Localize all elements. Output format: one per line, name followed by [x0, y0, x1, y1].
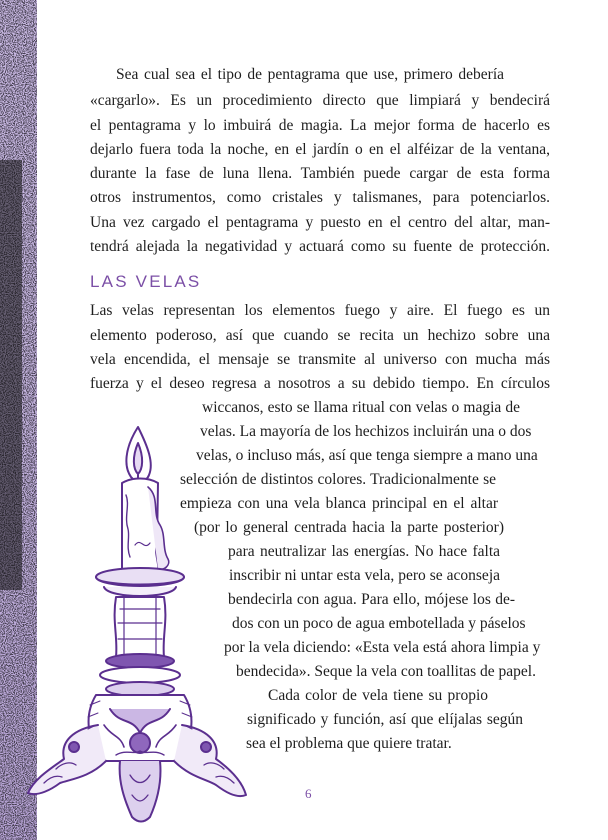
text-line: por la vela diciendo: «Esta vela está ahora limpia y [224, 639, 541, 656]
text-line: durante la fase de luna llena. También puede cargar de esta forma [90, 165, 550, 182]
text-line: significado y función, así que elíjalas según [247, 711, 523, 728]
text-line: wiccanos, esto se llama ritual con velas o magia de [202, 399, 520, 416]
text-line: vela encendida, el mensaje se transmite al universo con mucha más [90, 351, 550, 368]
page-number: 6 [305, 786, 312, 801]
text-line: Las velas representan los elementos fuego y aire. El fuego es un [90, 302, 550, 319]
text-line: «cargarlo». Es un procedimiento directo que limpiará y bendecirá [90, 92, 550, 109]
text-line: elemento poderoso, así que cuando se recita un hechizo sobre una [90, 327, 550, 344]
text-line: (por lo general centrada hacia la parte posterior) [194, 519, 504, 536]
text-line: dejarlo fuera toda la noche, en el jardín o en el alféizar de la ventana, [90, 141, 550, 158]
text-line: bendecida». Seque la vela con toallitas de papel. [236, 663, 536, 680]
section-heading: LAS VELAS [90, 272, 202, 291]
text-line: fuerza y el deseo regresa a nosotros a su debido tiempo. En círculos [90, 375, 550, 392]
text-line: el pentagrama y lo imbuirá de magia. La mejor forma de hacerlo es [90, 117, 550, 134]
candle-illustration [20, 425, 250, 830]
text-line: Una vez cargado el pentagrama y puesto en el centro del altar, man- [90, 214, 550, 231]
text-line: selección de distintos colores. Tradicionalmente se [180, 471, 496, 488]
text-line: Cada color de vela tiene su propio [268, 687, 488, 704]
text-line: tendrá alejada la negatividad y actuará como su fuente de protección. [90, 238, 550, 255]
text-line: velas, o incluso más, así que tenga siempre a mano una [196, 447, 538, 464]
text-line: sea el problema que quiere tratar. [246, 735, 452, 752]
text-line: inscribir ni untar esta vela, pero se aconseja [229, 567, 500, 584]
text-line: dos con un poco de agua embotellada y páselos [232, 615, 526, 632]
text-line: para neutralizar las energías. No hace falta [228, 543, 500, 560]
text-line: otros instrumentos, como cristales y talismanes, para potenciarlos. [90, 189, 550, 206]
text-line: velas. La mayoría de los hechizos incluirán una o dos [200, 423, 532, 440]
text-line: empieza con una vela blanca principal en el altar [180, 495, 498, 512]
text-line: bendecirla con agua. Para ello, mójese los de- [228, 591, 515, 608]
text-line: Sea cual sea el tipo de pentagrama que use, primero debería [116, 66, 504, 83]
